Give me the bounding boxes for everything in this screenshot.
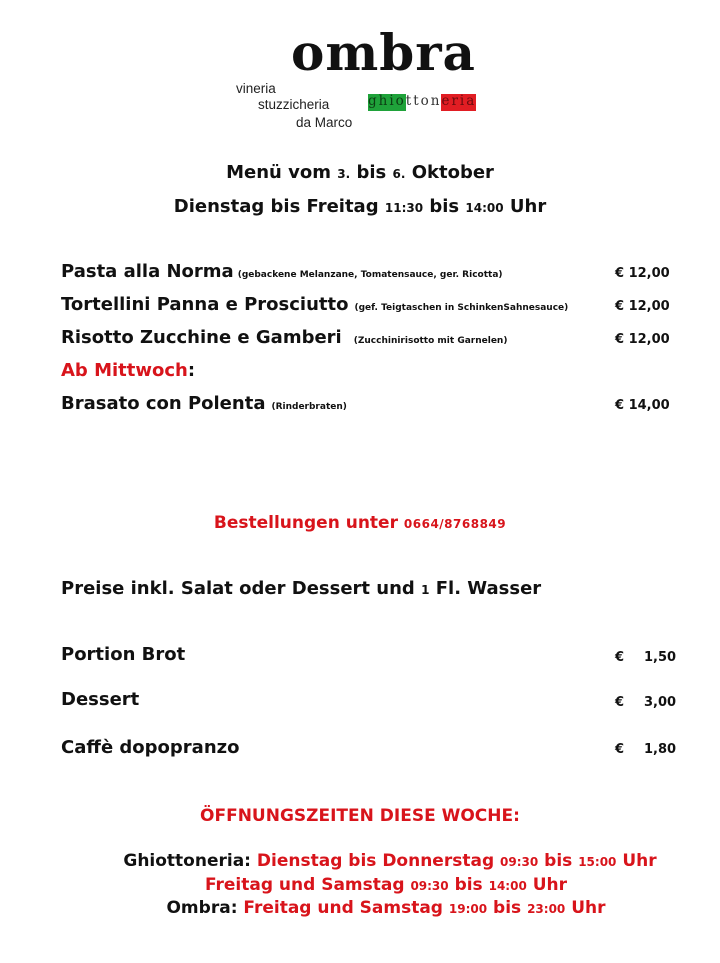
menu-item-desc: (gebackene Melanzane, Tomatensauce, ger. Ricotta) — [237, 270, 503, 280]
service-time-mid: bis — [429, 196, 460, 217]
extra-item-currency: € — [615, 650, 625, 665]
service-time-to: 14:00 — [465, 201, 504, 215]
opening-hours-title: ÖFFNUNGSZEITEN DIESE WOCHE: — [200, 806, 520, 826]
ombra-days: Freitag und Samstag — [243, 898, 443, 918]
service-days: Dienstag bis Freitag — [173, 196, 379, 217]
includes-suffix: Fl. Wasser — [435, 578, 542, 599]
ombra-time-to: 23:00 — [527, 902, 566, 916]
extra-item-price: 3,00 — [644, 695, 677, 710]
ghiotto-time2-to: 14:00 — [488, 879, 527, 893]
ghiotto-bis: bis — [544, 851, 573, 871]
ab-mittwoch-heading: Ab Mittwoch: — [61, 360, 196, 381]
special-item-price: € 14,00 — [615, 398, 670, 413]
logo-wordmark: ombra — [291, 23, 476, 82]
menu-item-name: Risotto Zucchine e Gamberi — [61, 327, 342, 348]
extra-item-price: 1,80 — [644, 742, 677, 757]
ghiotto-bis-2: bis — [454, 875, 483, 895]
menu-item-desc: (Zucchinirisotto mit Garnelen) — [353, 336, 508, 346]
menu-item-name: Tortellini Panna e Prosciutto — [61, 294, 349, 315]
opening-ghiotto-line: Ghiottoneria: Dienstag bis Donnerstag 09:30 bis 15:00 Uhr — [123, 851, 657, 871]
includes-count: 1 — [421, 583, 430, 597]
special-item-desc: (Rinderbraten) — [271, 402, 347, 412]
extra-item-name: Caffè dopopranzo — [61, 737, 240, 758]
extra-item-name: Portion Brot — [61, 644, 186, 665]
logo-tagline-vineria: vineria — [236, 81, 276, 96]
extra-item-currency: € — [615, 695, 625, 710]
day-to: 6. — [392, 167, 406, 181]
service-time-from: 11:30 — [384, 201, 424, 215]
menu-mid: bis — [356, 162, 387, 183]
ghiotto-days: Dienstag bis Donnerstag — [256, 851, 495, 871]
ombra-bis: bis — [493, 898, 522, 918]
menu-date-line — [0, 164, 720, 182]
includes-prefix: Preise inkl. Salat oder Dessert und — [61, 578, 415, 599]
ab-mittwoch-text: Ab Mittwoch — [61, 360, 188, 381]
extra-item-name: Dessert — [61, 689, 140, 710]
ghiotto-label: Ghiottoneria — [123, 851, 245, 871]
order-line — [0, 515, 720, 532]
menu-item — [61, 329, 507, 347]
ombra-uhr: Uhr — [571, 898, 606, 918]
menu-item-price: € 12,00 — [615, 332, 670, 347]
menu-month: Oktober — [411, 162, 494, 183]
menu-item-name: Pasta alla Norma — [61, 261, 234, 282]
special-item-name: Brasato con Polenta — [61, 393, 266, 414]
ombra-label: Ombra — [166, 898, 231, 918]
ghiotto-time-to: 15:00 — [578, 855, 617, 869]
ghiotto-uhr-2: Uhr — [532, 875, 568, 895]
menu-item — [61, 263, 503, 281]
order-label: Bestellungen unter — [213, 513, 398, 533]
ghiotto-time2-from: 09:30 — [410, 879, 449, 893]
service-time-unit: Uhr — [509, 196, 547, 217]
menu-prefix: Menü vom — [226, 162, 331, 183]
menu-item-price: € 12,00 — [615, 266, 670, 281]
ghiottoneria-flag-logo — [368, 94, 476, 111]
price-includes-note — [61, 580, 541, 598]
special-item — [61, 395, 347, 413]
menu-item — [61, 296, 568, 314]
order-phone-link[interactable]: 0664/8768849 — [403, 517, 507, 531]
ghiotto-uhr: Uhr — [622, 851, 657, 871]
ghiotto-time-from: 09:30 — [500, 855, 539, 869]
flag-white-segment: tton — [405, 93, 442, 109]
service-hours-line — [0, 198, 720, 216]
ghiotto-days-2: Freitag und Samstag — [204, 875, 405, 895]
extra-item-currency: € — [615, 742, 625, 757]
menu-item-price: € 12,00 — [615, 299, 670, 314]
day-from: 3. — [337, 167, 351, 181]
opening-ombra-line: Ombra: Freitag und Samstag 19:00 bis 23:00 Uhr — [166, 898, 606, 918]
menu-item-desc: (gef. Teigtaschen in SchinkenSahnesauce) — [354, 303, 569, 313]
logo-tagline-da-marco: da Marco — [296, 115, 353, 130]
opening-title-text: ÖFFNUNGSZEITEN DIESE WOCHE — [200, 806, 514, 826]
flag-green-segment: ghio — [368, 93, 406, 109]
ombra-time-from: 19:00 — [448, 902, 488, 916]
flag-red-segment: eria — [441, 93, 477, 109]
extra-item-price: 1,50 — [644, 650, 677, 665]
opening-ghiotto-line-2 — [26, 877, 720, 894]
logo-tagline-stuzzicheria: stuzzicheria — [258, 97, 330, 112]
